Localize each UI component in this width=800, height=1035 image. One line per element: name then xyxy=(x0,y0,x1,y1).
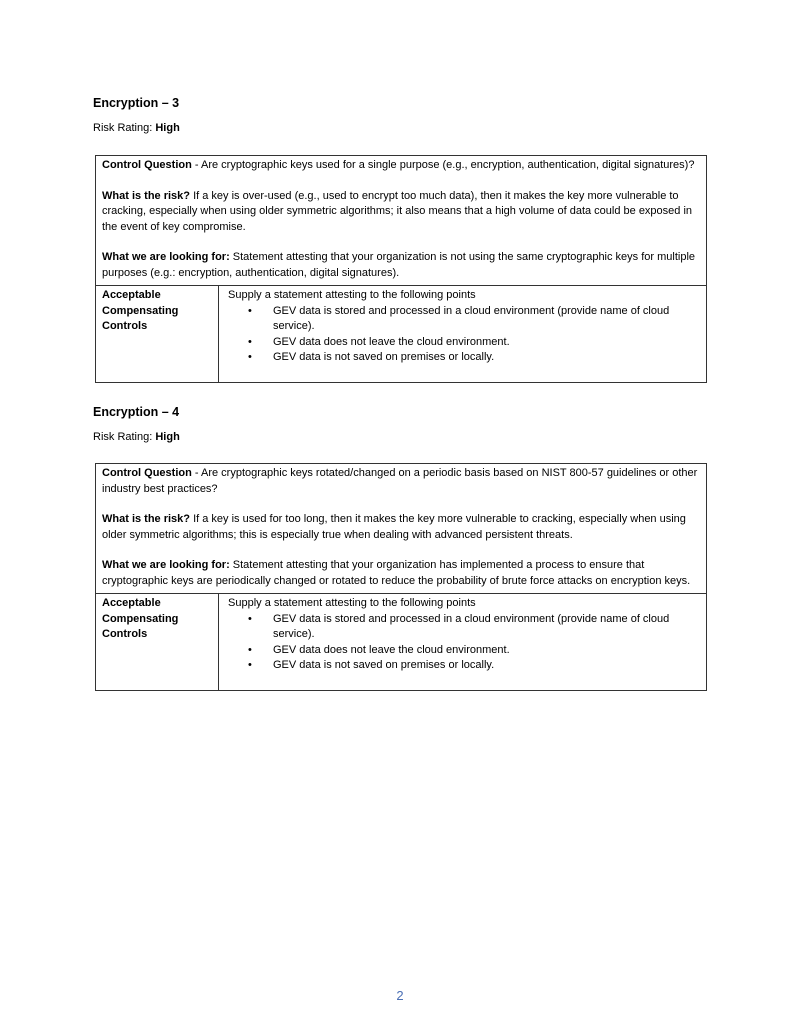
control-question xyxy=(102,158,700,174)
acceptable-controls-body xyxy=(219,594,707,691)
list-item: • GEV data is stored and processed in a cloud environment (provide name of cloud service). xyxy=(228,304,700,335)
looking-for xyxy=(102,250,700,281)
looking-for-text: Statement attesting that your organization has implemented a process to ensure that cryptographic keys are periodically changed or rotated to reduce the probability of brute force attacks on encryption keys. xyxy=(102,559,691,587)
acceptable-controls-intro: Supply a statement attesting to the following points xyxy=(228,597,476,609)
page-number: 2 xyxy=(396,988,404,1003)
list-item: • GEV data does not leave the cloud environment. xyxy=(228,643,700,659)
risk-description-text: If a key is used for too long, then it makes the key more vulnerable to cracking, especially when using older symmetric algorithms; this is especially true when dealing with advanced persistent threats. xyxy=(102,513,686,541)
points-list xyxy=(228,612,700,674)
section-heading: Encryption – 3 xyxy=(93,96,180,110)
risk-description xyxy=(102,512,700,543)
risk-rating-value: High xyxy=(155,122,180,134)
section-heading: Encryption – 4 xyxy=(93,405,180,419)
points-list xyxy=(228,304,700,366)
list-item: • GEV data does not leave the cloud environment. xyxy=(228,335,700,351)
section-encryption-3 xyxy=(93,95,708,363)
acceptable-controls-body xyxy=(219,286,707,383)
section-encryption-4 xyxy=(93,404,708,671)
control-question xyxy=(102,466,700,497)
acceptable-controls-label: Acceptable Compensating Controls xyxy=(96,594,219,691)
risk-rating xyxy=(93,430,180,444)
control-question-label: Control Question xyxy=(102,159,192,171)
risk-rating-label: Risk Rating: xyxy=(93,431,156,443)
control-question-text: - Are cryptographic keys rotated/changed on a periodic basis based on NIST 800-57 guidelines or other industry best practices? xyxy=(102,467,698,495)
acceptable-controls-intro: Supply a statement attesting to the following points xyxy=(228,289,476,301)
looking-for-text: Statement attesting that your organization is not using the same cryptographic keys for multiple purposes (e.g.: encryption, authentication, digital signatures). xyxy=(102,251,696,279)
control-question-text: - Are cryptographic keys used for a single purpose (e.g., encryption, authentication, digital signatures)? xyxy=(191,159,695,171)
looking-for-label: What we are looking for: xyxy=(102,559,230,571)
risk-rating-label: Risk Rating: xyxy=(93,122,156,134)
list-item: • GEV data is not saved on premises or locally. xyxy=(228,350,700,366)
control-details-cell xyxy=(96,464,707,594)
risk-description-label: What is the risk? xyxy=(102,513,191,525)
risk-rating-value: High xyxy=(155,431,180,443)
looking-for-label: What we are looking for: xyxy=(102,251,230,263)
control-question-label: Control Question xyxy=(102,467,192,479)
risk-description xyxy=(102,189,700,236)
list-item: • GEV data is not saved on premises or locally. xyxy=(228,658,700,674)
risk-rating xyxy=(93,121,180,135)
acceptable-controls-label: Acceptable Compensating Controls xyxy=(96,286,219,383)
control-table xyxy=(95,155,707,383)
list-item: • GEV data is stored and processed in a cloud environment (provide name of cloud service). xyxy=(228,612,700,643)
risk-description-text: If a key is over-used (e.g., used to encrypt too much data), then it makes the key more vulnerable to cracking, especially when using older symmetric algorithms; it also means that a high volume of data could be exposed in the event of key compromise. xyxy=(102,189,693,233)
control-table xyxy=(95,463,707,691)
looking-for xyxy=(102,558,700,589)
control-details-cell xyxy=(96,156,707,286)
risk-description-label: What is the risk? xyxy=(102,189,191,202)
